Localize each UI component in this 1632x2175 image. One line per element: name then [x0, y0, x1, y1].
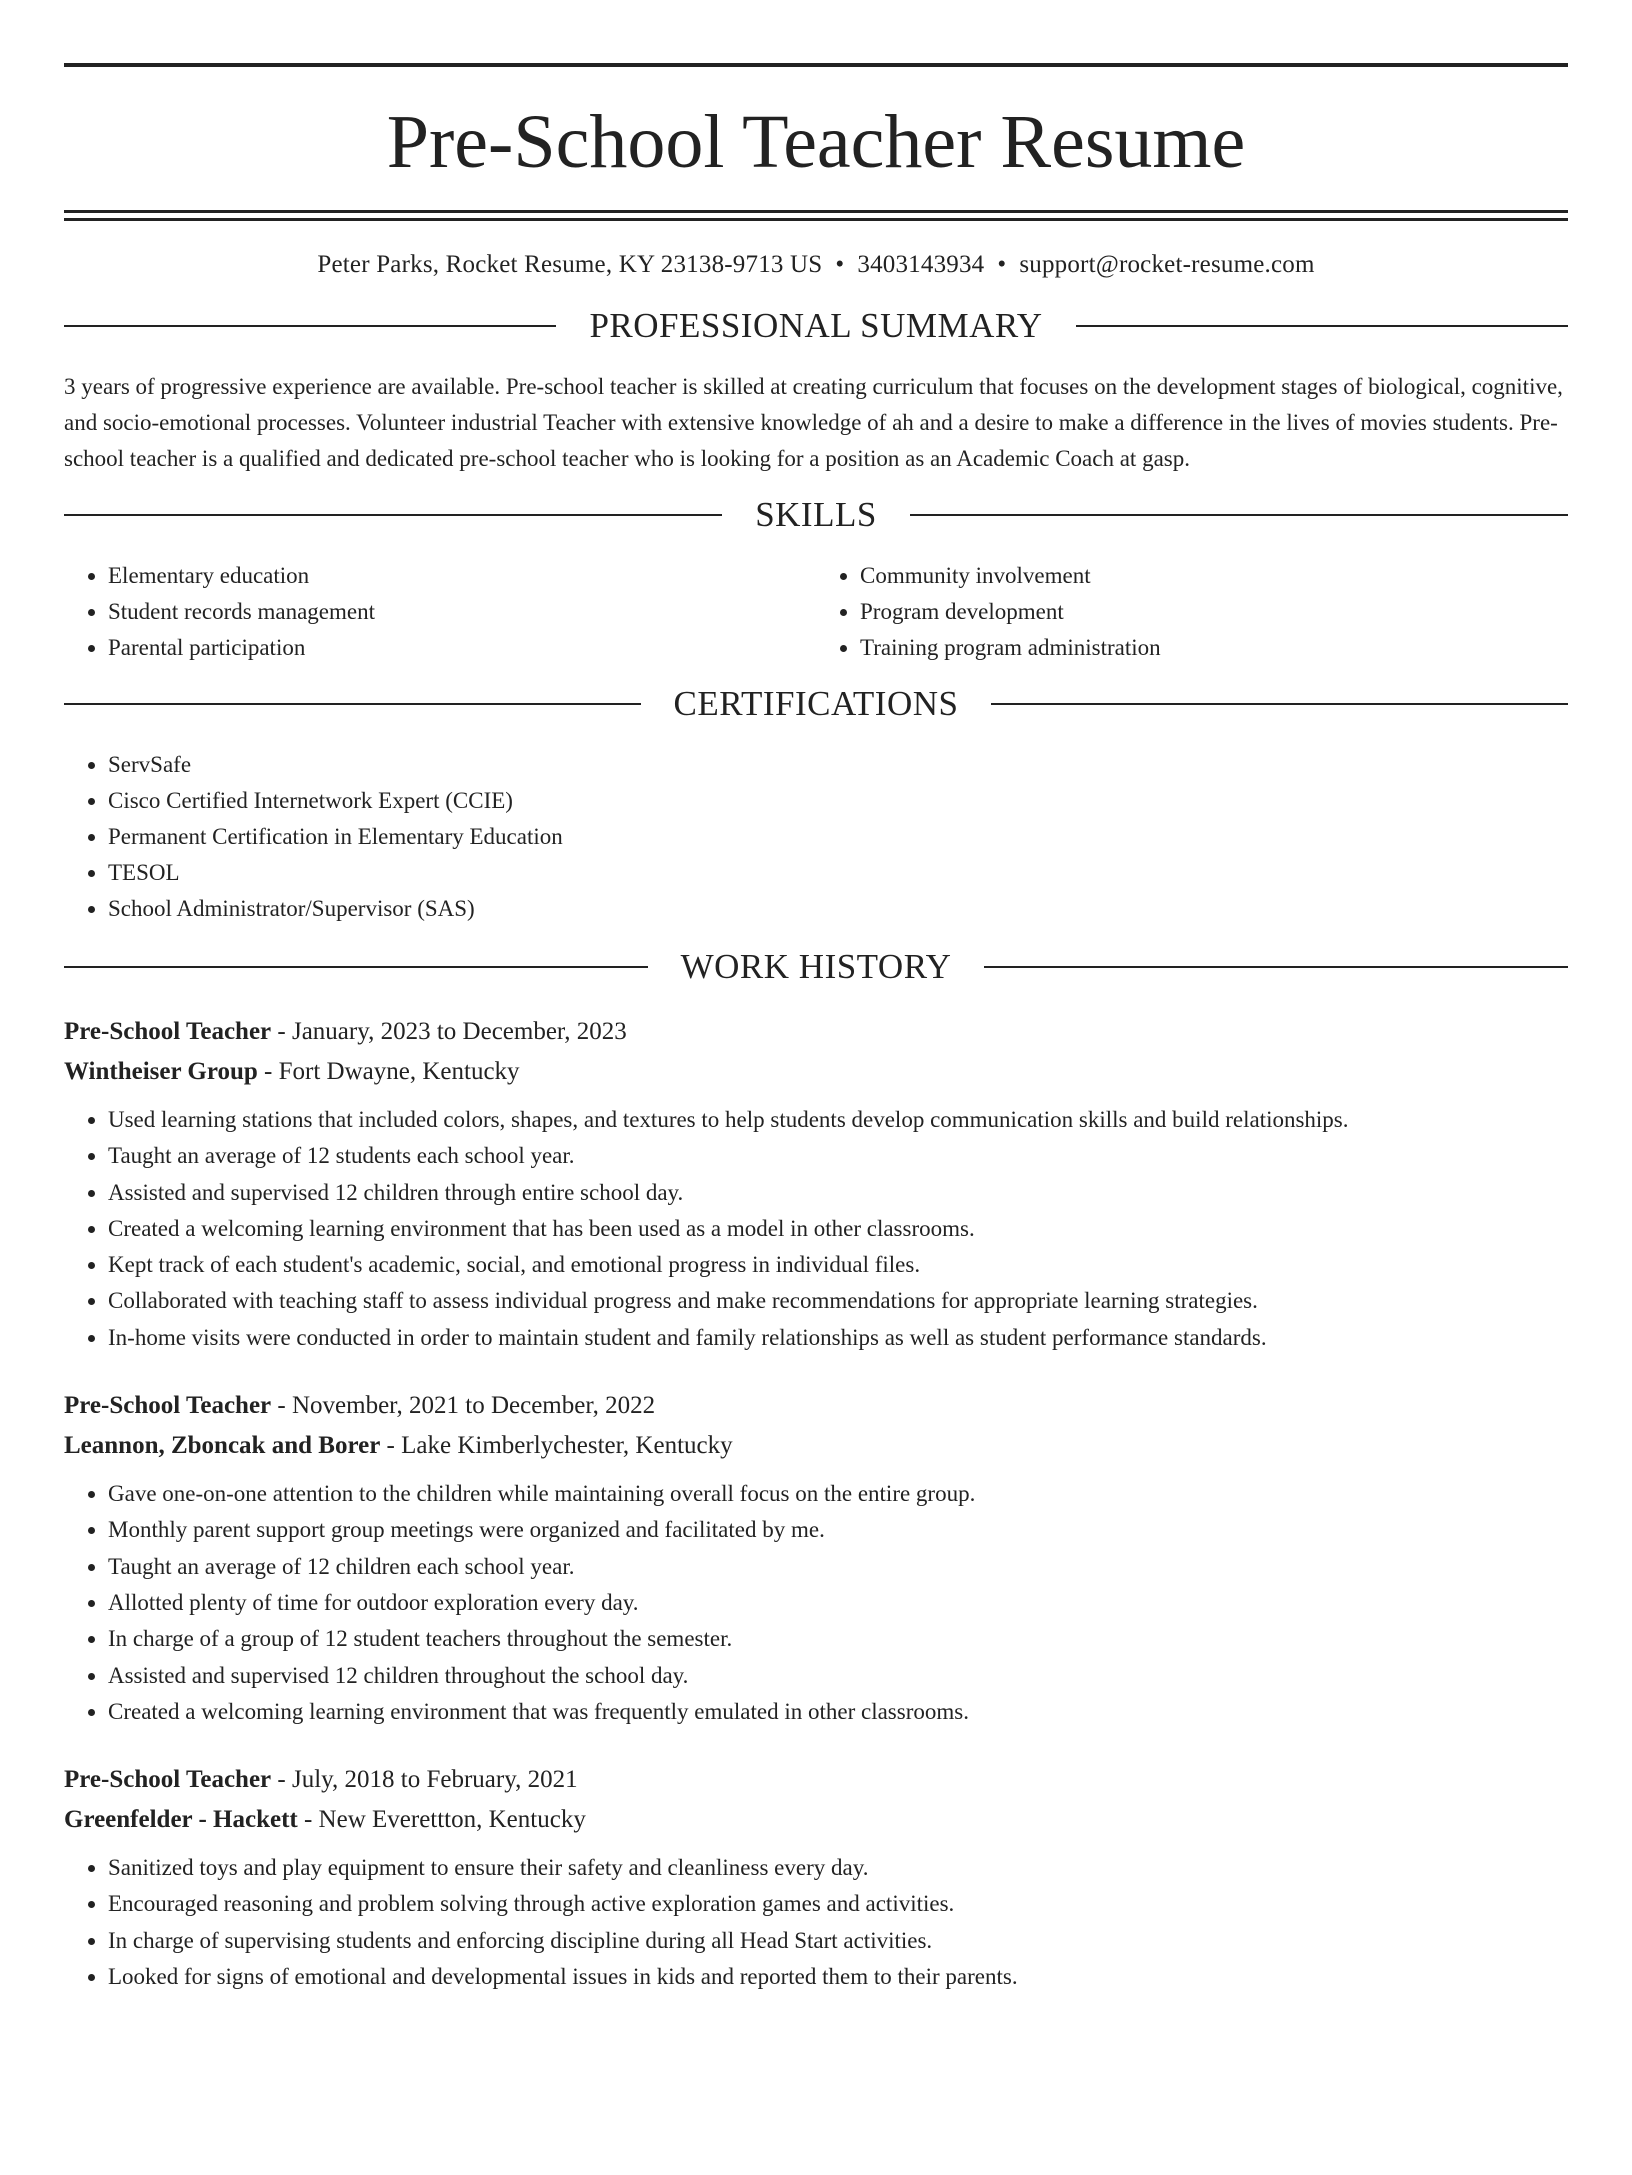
- job-title-line: [64, 1012, 1568, 1052]
- job-bullet: • Monthly parent support group meetings were organized and facilitated by me.: [108, 1512, 1568, 1548]
- heading-rule-left: [64, 966, 648, 968]
- heading-rule-left: [64, 325, 556, 327]
- summary-heading: [64, 306, 1568, 346]
- job-bullet: • Looked for signs of emotional and developmental issues in kids and reported them to their parents.: [108, 1959, 1568, 1995]
- job-bullet: • Sanitized toys and play equipment to ensure their safety and cleanliness every day.: [108, 1850, 1568, 1886]
- job-bullet: • Collaborated with teaching staff to assess individual progress and make recommendations for appropriate learning strategies.: [108, 1283, 1568, 1319]
- skill-item: • Parental participation: [108, 630, 816, 666]
- skills-columns: [64, 558, 1568, 666]
- heading-rule-right: [991, 703, 1568, 705]
- top-rule: [64, 63, 1568, 67]
- contact-separator: •: [835, 251, 845, 278]
- work-heading: [64, 947, 1568, 987]
- job-bullets: [64, 1476, 1568, 1730]
- job-company: Greenfelder - Hackett: [64, 1806, 298, 1834]
- heading-rule-right: [910, 514, 1568, 516]
- job-entry: [64, 1760, 1568, 1995]
- job-company: Leannon, Zboncak and Borer: [64, 1432, 381, 1460]
- job-bullet: • In-home visits were conducted in order to maintain student and family relationships as well as student performance standards.: [108, 1320, 1568, 1356]
- job-bullet: • Created a welcoming learning environment that has been used as a model in other classrooms.: [108, 1211, 1568, 1247]
- contact-phone: 3403143934: [857, 251, 985, 278]
- job-bullet: • Kept track of each student's academic, social, and emotional progress in individual files.: [108, 1247, 1568, 1283]
- certification-item: • School Administrator/Supervisor (SAS): [108, 891, 1568, 927]
- job-title: Pre-School Teacher: [64, 1018, 272, 1045]
- job-bullets: [64, 1850, 1568, 1995]
- job-bullet: • In charge of a group of 12 student teachers throughout the semester.: [108, 1621, 1568, 1657]
- job-location: - New Everettton, Kentucky: [297, 1806, 586, 1834]
- job-bullet: • In charge of supervising students and enforcing discipline during all Head Start activities.: [108, 1923, 1568, 1959]
- certification-item: • ServSafe: [108, 747, 1568, 783]
- certifications-heading-label: CERTIFICATIONS: [673, 684, 959, 723]
- job-company-line: [64, 1800, 1568, 1840]
- skills-heading-label: SKILLS: [755, 495, 877, 534]
- work-history-list: [64, 1012, 1568, 1995]
- job-bullet: • Assisted and supervised 12 children throughout the school day.: [108, 1658, 1568, 1694]
- job-entry: [64, 1386, 1568, 1730]
- job-company: Wintheiser Group: [64, 1058, 258, 1085]
- heading-rule-right: [1076, 325, 1568, 327]
- title-double-rule: [64, 210, 1568, 221]
- summary-text: 3 years of progressive experience are available. Pre-school teacher is skilled at creating curriculum that focuses on the development stages of biological, cognitive, and socio-emotional processes. Volunteer industrial Teacher with extensive knowledge of ah and a desire to make a difference in the lives of movies students. Pre-school teacher is a qualified and dedicated pre-school teacher who is looking for a position as an Academic Coach at gasp.: [64, 374, 1563, 471]
- skill-item: • Elementary education: [108, 558, 816, 594]
- certification-item: • TESOL: [108, 855, 1568, 891]
- heading-rule-left: [64, 703, 641, 705]
- job-bullet: • Used learning stations that included colors, shapes, and textures to help students develop communication skills and build relationships.: [108, 1102, 1568, 1138]
- skills-list-left: [64, 558, 816, 666]
- job-company-line: [64, 1052, 1568, 1092]
- job-title: Pre-School Teacher: [64, 1766, 272, 1794]
- certification-item: • Cisco Certified Internetwork Expert (CCIE): [108, 783, 1568, 819]
- certification-item: • Permanent Certification in Elementary Education: [108, 819, 1568, 855]
- skill-item: • Student records management: [108, 594, 816, 630]
- skills-heading: [64, 495, 1568, 535]
- contact-address: Peter Parks, Rocket Resume, KY 23138-9713 US: [317, 251, 823, 278]
- job-bullet: • Created a welcoming learning environment that was frequently emulated in other classrooms.: [108, 1694, 1568, 1730]
- heading-rule-right: [984, 966, 1568, 968]
- job-dates: - January, 2023 to December, 2023: [271, 1018, 627, 1045]
- job-title-line: [64, 1760, 1568, 1800]
- skill-item: • Community involvement: [860, 558, 1568, 594]
- job-bullet: • Gave one-on-one attention to the children while maintaining overall focus on the entire group.: [108, 1476, 1568, 1512]
- job-title: Pre-School Teacher: [64, 1392, 272, 1420]
- skill-item: • Training program administration: [860, 630, 1568, 666]
- job-location: - Lake Kimberlychester, Kentucky: [380, 1432, 733, 1460]
- resume-page: [0, 63, 1632, 2175]
- contact-separator: •: [997, 251, 1007, 278]
- work-heading-label: WORK HISTORY: [680, 947, 952, 986]
- job-bullet: • Encouraged reasoning and problem solving through active exploration games and activities.: [108, 1886, 1568, 1922]
- job-bullet: • Taught an average of 12 children each school year.: [108, 1549, 1568, 1585]
- job-bullet: • Allotted plenty of time for outdoor exploration every day.: [108, 1585, 1568, 1621]
- contact-email: support@rocket-resume.com: [1019, 251, 1315, 278]
- job-bullets: [64, 1102, 1568, 1356]
- job-dates: - November, 2021 to December, 2022: [271, 1392, 656, 1420]
- page-title: Pre-School Teacher Resume: [386, 100, 1246, 184]
- job-entry: [64, 1012, 1568, 1356]
- skills-list-right: [816, 558, 1568, 666]
- job-location: - Fort Dwayne, Kentucky: [257, 1058, 520, 1085]
- certifications-list: [64, 747, 1568, 927]
- skill-item: • Program development: [860, 594, 1568, 630]
- job-bullet: • Taught an average of 12 students each school year.: [108, 1138, 1568, 1174]
- heading-rule-left: [64, 514, 722, 516]
- job-company-line: [64, 1426, 1568, 1466]
- job-title-line: [64, 1386, 1568, 1426]
- job-bullet: • Assisted and supervised 12 children through entire school day.: [108, 1175, 1568, 1211]
- job-dates: - July, 2018 to February, 2021: [271, 1766, 578, 1794]
- summary-heading-label: PROFESSIONAL SUMMARY: [589, 306, 1043, 345]
- contact-line: [64, 250, 1568, 280]
- certifications-heading: [64, 684, 1568, 724]
